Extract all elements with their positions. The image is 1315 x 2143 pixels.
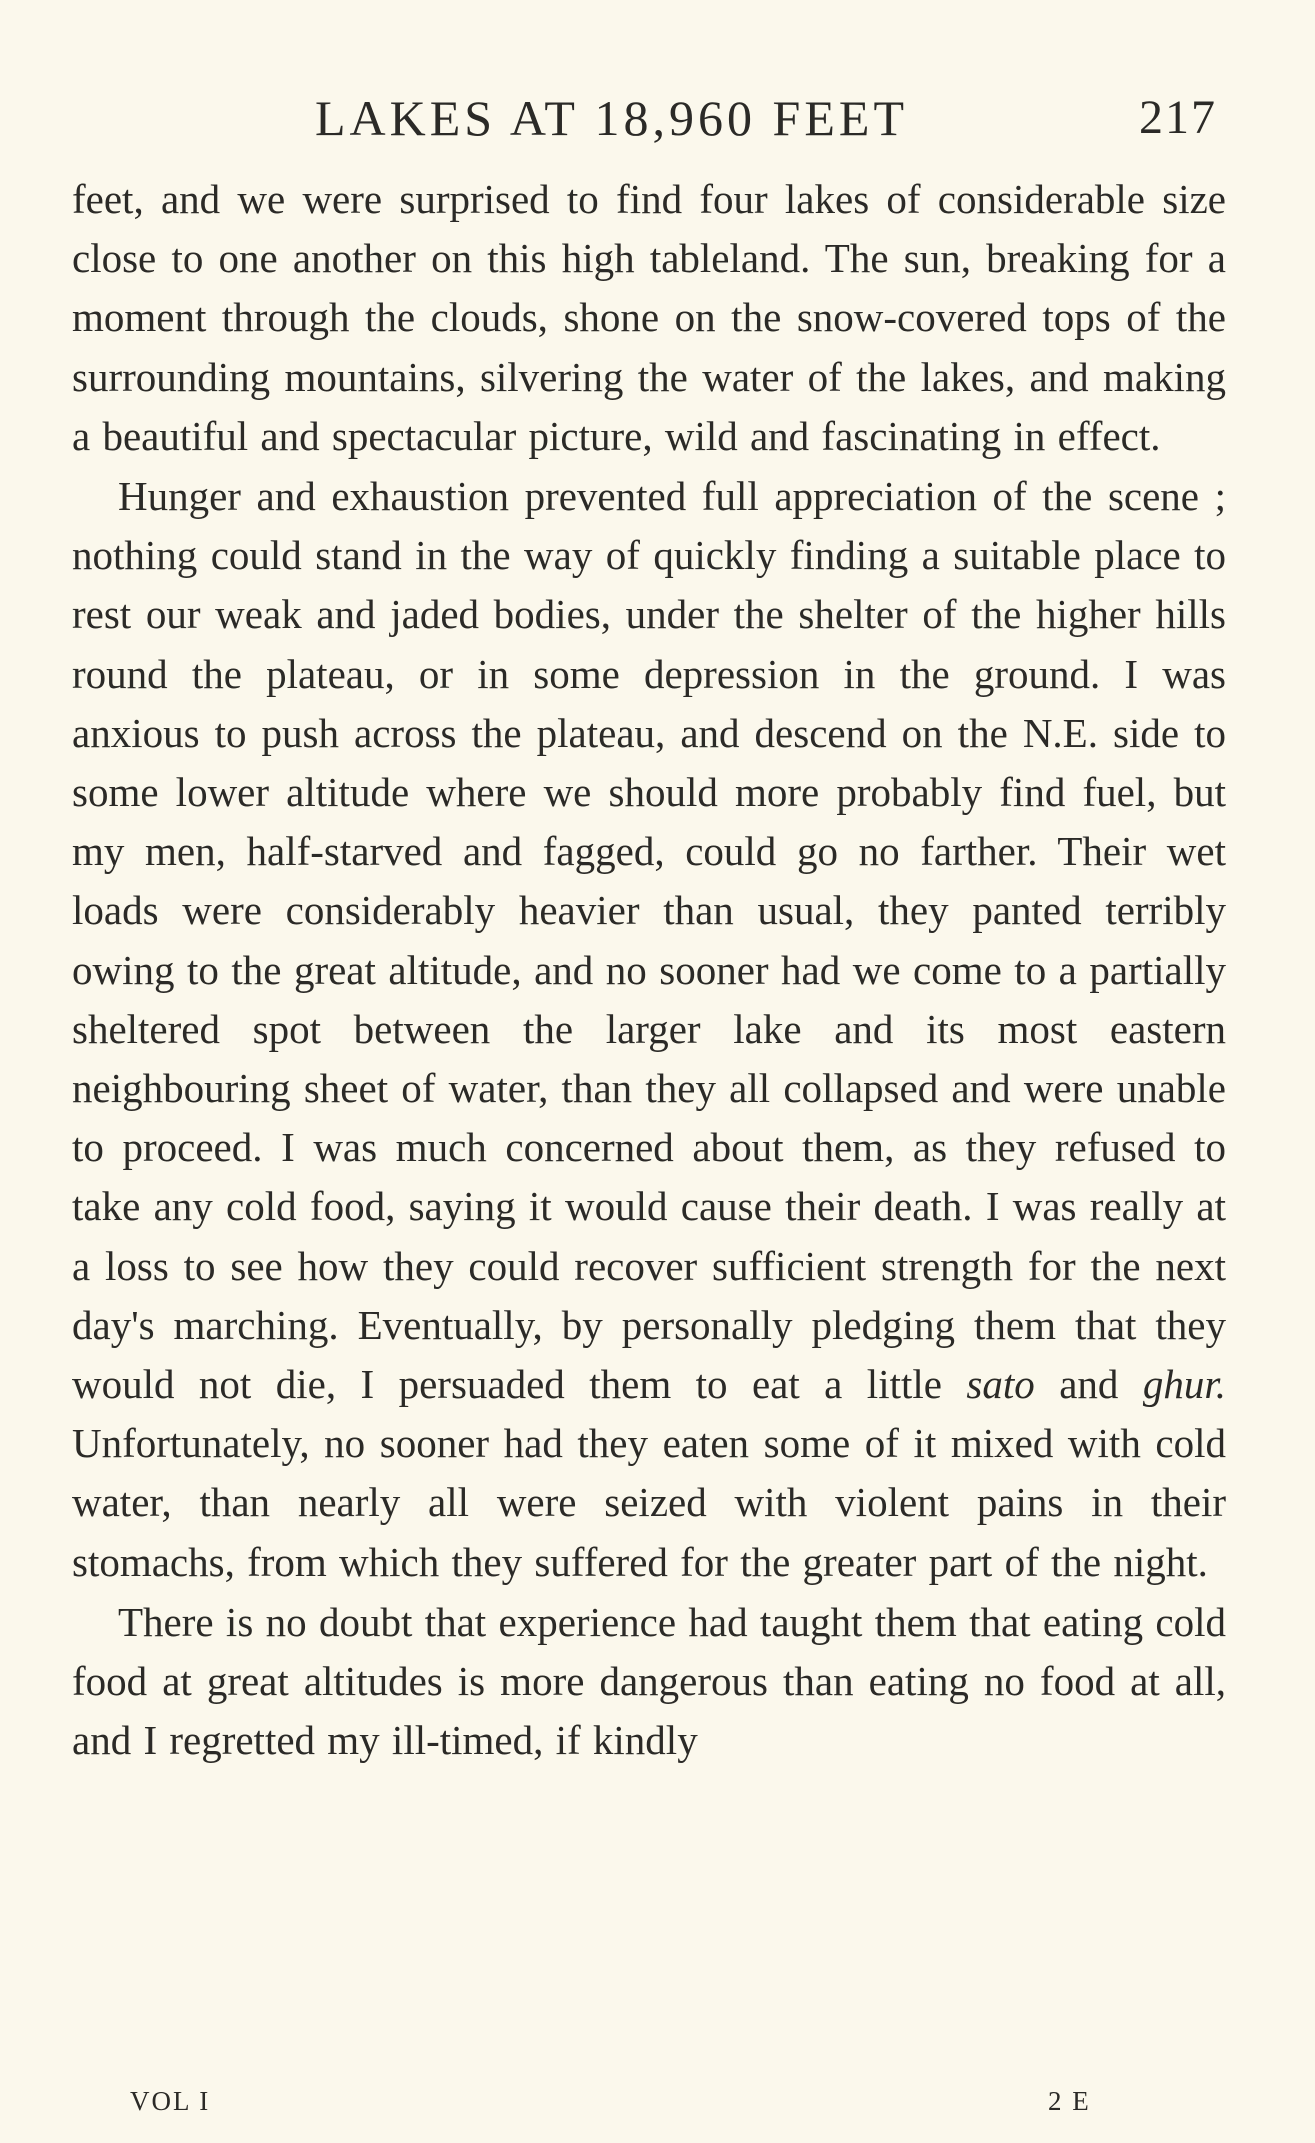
- running-title: LAKES AT 18,960 FEET: [315, 90, 908, 146]
- paragraph-3: There is no doubt that experience had taught them that eating cold food at great altitudes is more dangerous than eating no food at all, and I regretted my ill-timed, if kindly: [72, 1598, 1226, 1764]
- paragraph-2: [72, 467, 1226, 1592]
- running-header: [0, 88, 1315, 148]
- body-text: [72, 170, 1226, 1770]
- italic-term-ghur: ghur.: [1142, 1361, 1227, 1408]
- paragraph-2-text: Hunger and exhaustion prevented full appreciation of the scene ; nothing could stand in the way of quickly finding a suitable place to rest our weak and jaded bodies, under the shelter of the higher hills round the plateau, or in some depression in the ground. I was anxious to push across the plateau, and descend on the N.E. side to some lower altitude where we should more probably find fuel, but my men, half-starved and fagged, could go no farther. Their wet loads were considerably heavier than usual, they panted terribly owing to the great altitude, and no sooner had we come to a partially sheltered spot between the larger lake and its most eastern neighbouring sheet of water, than they all collapsed and were unable to proceed. I was much concerned about them, as they refused to take any cold food, saying it would cause their death. I was really at a loss to see how they could recover sufficient strength for the next day's marching. Eventually, by personally pledging them that they would not die, I persuaded them to eat a little: [72, 473, 1226, 1408]
- signature-mark: 2 E: [1048, 2086, 1091, 2116]
- page-number: 217: [1139, 91, 1217, 144]
- paragraph-2-and: and: [1059, 1361, 1119, 1408]
- page-footer: [0, 2086, 1315, 2122]
- volume-mark: VOL I: [130, 2086, 211, 2116]
- paragraph-1: feet, and we were surprised to find four lakes of considerable size close to one another on this high tableland. The sun, breaking for a moment through the clouds, shone on the snow-covered tops of the surrounding mountains, silvering the water of the lakes, and making a beautiful and spectacular picture, wild and fascinating in effect.: [72, 176, 1226, 459]
- italic-term-sato: sato: [966, 1361, 1035, 1408]
- paragraph-2-ending: Unfortunately, no sooner had they eaten some of it mixed with cold water, than nearly all were seized with violent pains in their stomachs, from which they suffered for the greater part of the night.: [72, 1420, 1226, 1585]
